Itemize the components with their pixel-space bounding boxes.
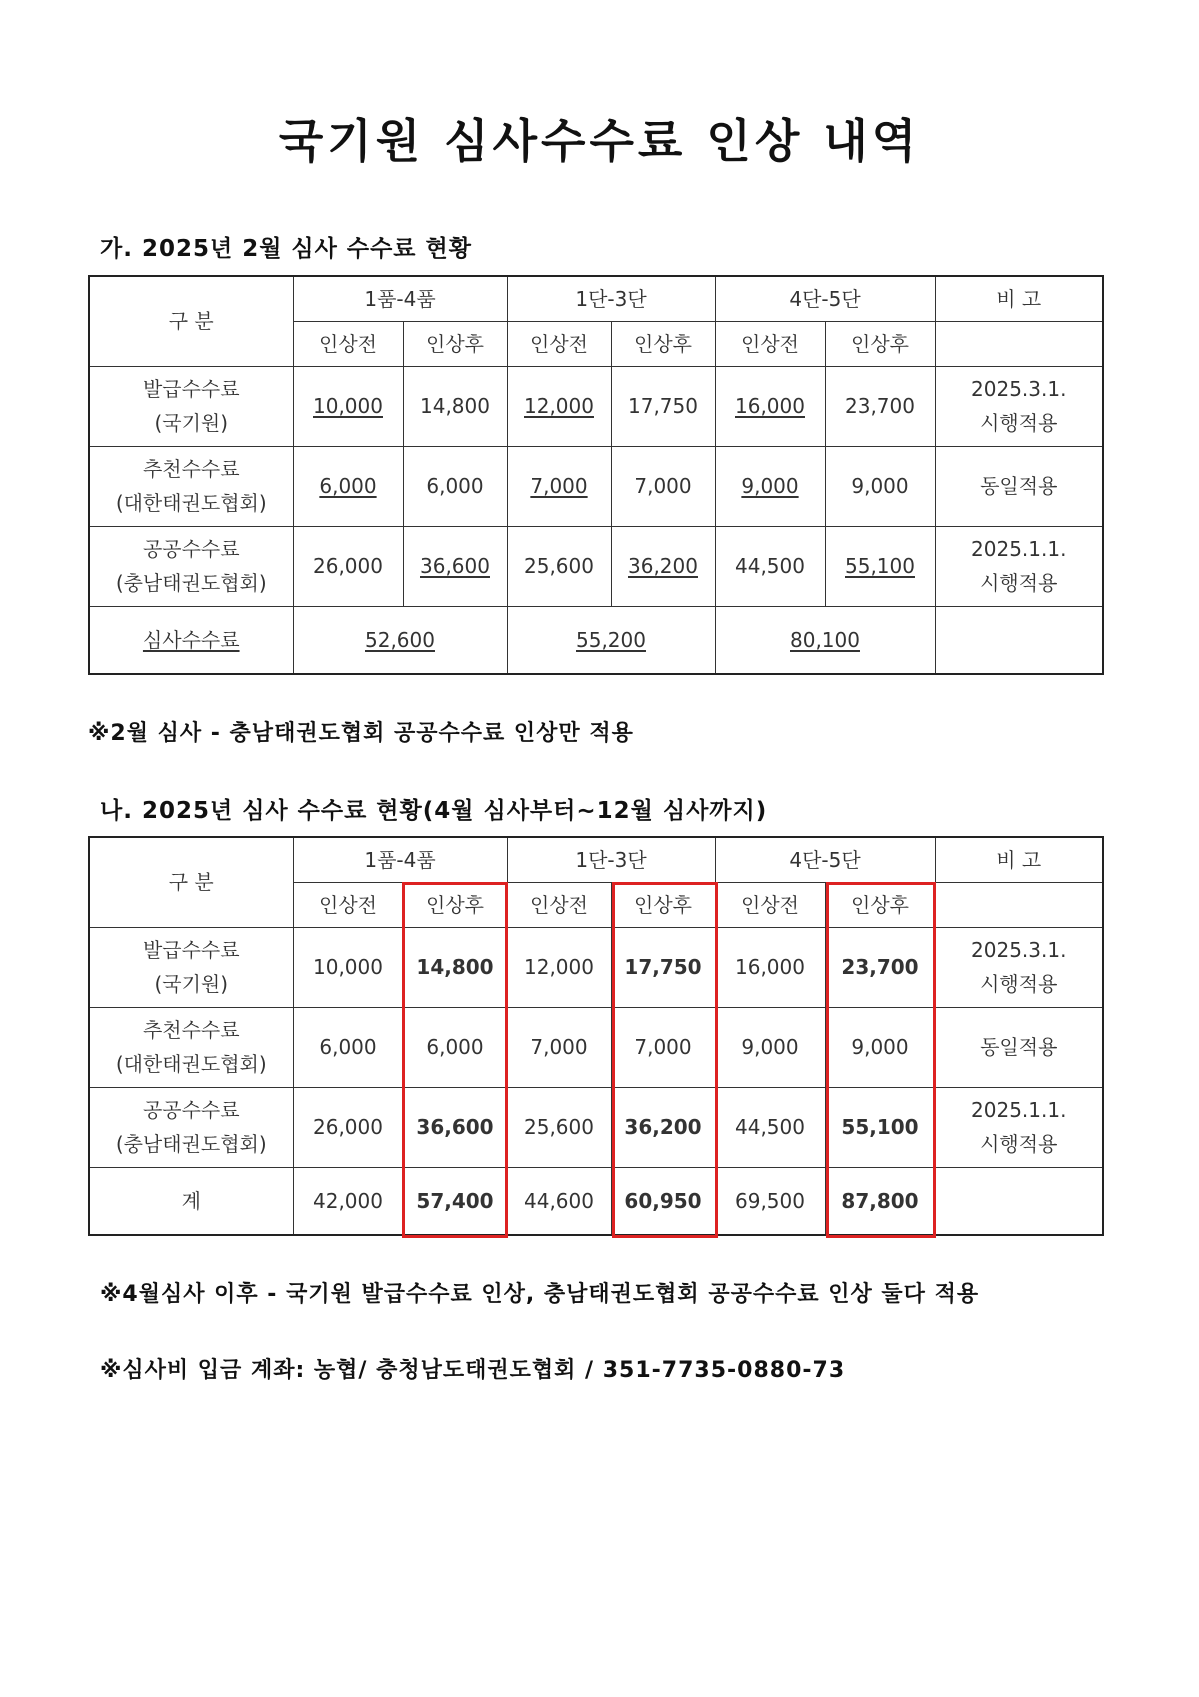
sub-header-after: 인상후 xyxy=(825,321,935,366)
fee-cell: 9,000 xyxy=(825,446,935,526)
table-row xyxy=(89,1007,1103,1087)
table-row xyxy=(89,927,1103,1007)
page-title: 국기원 심사수수료 인상 내역 xyxy=(278,114,921,168)
sub-header-before: 인상전 xyxy=(507,882,611,927)
february-note: ※2월 심사 - 충남태권도협회 공공수수료 인상만 적용 xyxy=(88,721,634,746)
sub-header-before: 인상전 xyxy=(715,321,825,366)
account-note: ※심사비 입금 계좌: 농협/ 충청남도태권도협회 / 351-7735-0880-73 xyxy=(100,1358,846,1383)
fee-table-february xyxy=(88,275,1104,675)
group-header: 1품-4품 xyxy=(293,276,507,321)
section-a-heading: 가. 2025년 2월 심사 수수료 현황 xyxy=(100,236,472,262)
fee-cell: 36,200 xyxy=(611,1087,715,1167)
remark-empty xyxy=(935,1167,1103,1235)
sub-header-after: 인상후 xyxy=(825,882,935,927)
fee-cell: 17,750 xyxy=(611,366,715,446)
sub-header-after: 인상후 xyxy=(611,882,715,927)
fee-cell: 23,700 xyxy=(825,927,935,1007)
row-label: 추천수수료 (대한태권도협회) xyxy=(89,1007,293,1087)
fee-cell: 16,000 xyxy=(715,366,825,446)
total-cell: 80,100 xyxy=(715,606,935,674)
fee-cell: 12,000 xyxy=(507,366,611,446)
table-row xyxy=(89,526,1103,606)
sub-header-after: 인상후 xyxy=(611,321,715,366)
fee-cell: 36,200 xyxy=(611,526,715,606)
sub-header-before: 인상전 xyxy=(507,321,611,366)
fee-cell: 10,000 xyxy=(293,927,403,1007)
group-header: 4단-5단 xyxy=(715,276,935,321)
total-cell: 57,400 xyxy=(403,1167,507,1235)
group-header: 1단-3단 xyxy=(507,276,715,321)
sub-header-before: 인상전 xyxy=(293,882,403,927)
row-label: 추천수수료 (대한태권도협회) xyxy=(89,446,293,526)
remark-cell: 동일적용 xyxy=(935,446,1103,526)
table-row xyxy=(89,1087,1103,1167)
remark-cell: 2025.1.1. 시행적용 xyxy=(935,526,1103,606)
table-row xyxy=(89,446,1103,526)
total-row xyxy=(89,606,1103,674)
row-label: 발급수수료 (국기원) xyxy=(89,927,293,1007)
total-cell: 55,200 xyxy=(507,606,715,674)
fee-cell: 6,000 xyxy=(293,1007,403,1087)
remark-header: 비 고 xyxy=(935,276,1103,321)
sub-header-after: 인상후 xyxy=(403,321,507,366)
group-header: 4단-5단 xyxy=(715,837,935,882)
remark-cell: 2025.3.1. 시행적용 xyxy=(935,366,1103,446)
total-row xyxy=(89,1167,1103,1235)
fee-cell: 7,000 xyxy=(507,1007,611,1087)
fee-cell: 9,000 xyxy=(825,1007,935,1087)
april-note: ※4월심사 이후 - 국기원 발급수수료 인상, 충남태권도협회 공공수수료 인상 둘다 적용 xyxy=(100,1282,980,1307)
remark-header: 비 고 xyxy=(935,837,1103,882)
total-cell: 87,800 xyxy=(825,1167,935,1235)
fee-cell: 9,000 xyxy=(715,1007,825,1087)
fee-cell: 55,100 xyxy=(825,526,935,606)
remark-cell: 2025.1.1. 시행적용 xyxy=(935,1087,1103,1167)
table-row xyxy=(89,366,1103,446)
sub-header-before: 인상전 xyxy=(715,882,825,927)
fee-cell: 10,000 xyxy=(293,366,403,446)
fee-cell: 6,000 xyxy=(293,446,403,526)
total-label: 심사수수료 xyxy=(89,606,293,674)
group-header: 1품-4품 xyxy=(293,837,507,882)
fee-cell: 9,000 xyxy=(715,446,825,526)
fee-cell: 7,000 xyxy=(611,446,715,526)
remark-cell: 동일적용 xyxy=(935,1007,1103,1087)
sub-header-after: 인상후 xyxy=(403,882,507,927)
total-label: 계 xyxy=(89,1167,293,1235)
row-label: 발급수수료 (국기원) xyxy=(89,366,293,446)
fee-cell: 14,800 xyxy=(403,366,507,446)
fee-cell: 17,750 xyxy=(611,927,715,1007)
fee-cell: 6,000 xyxy=(403,1007,507,1087)
remark-empty xyxy=(935,882,1103,927)
group-header: 1단-3단 xyxy=(507,837,715,882)
sub-header-before: 인상전 xyxy=(293,321,403,366)
fee-cell: 7,000 xyxy=(507,446,611,526)
fee-cell: 26,000 xyxy=(293,526,403,606)
fee-cell: 44,500 xyxy=(715,1087,825,1167)
fee-cell: 36,600 xyxy=(403,526,507,606)
fee-cell: 16,000 xyxy=(715,927,825,1007)
category-header: 구 분 xyxy=(89,837,293,927)
fee-cell: 44,500 xyxy=(715,526,825,606)
fee-cell: 36,600 xyxy=(403,1087,507,1167)
fee-cell: 23,700 xyxy=(825,366,935,446)
category-header: 구 분 xyxy=(89,276,293,366)
total-cell: 69,500 xyxy=(715,1167,825,1235)
remark-empty xyxy=(935,321,1103,366)
fee-cell: 6,000 xyxy=(403,446,507,526)
remark-empty xyxy=(935,606,1103,674)
row-label: 공공수수료 (충남태권도협회) xyxy=(89,1087,293,1167)
fee-cell: 12,000 xyxy=(507,927,611,1007)
section-b-heading: 나. 2025년 심사 수수료 현황(4월 심사부터~12월 심사까지) xyxy=(100,798,768,824)
remark-cell: 2025.3.1. 시행적용 xyxy=(935,927,1103,1007)
fee-cell: 26,000 xyxy=(293,1087,403,1167)
fee-cell: 55,100 xyxy=(825,1087,935,1167)
total-cell: 42,000 xyxy=(293,1167,403,1235)
fee-cell: 25,600 xyxy=(507,1087,611,1167)
fee-cell: 25,600 xyxy=(507,526,611,606)
fee-cell: 14,800 xyxy=(403,927,507,1007)
total-cell: 44,600 xyxy=(507,1167,611,1235)
row-label: 공공수수료 (충남태권도협회) xyxy=(89,526,293,606)
fee-cell: 7,000 xyxy=(611,1007,715,1087)
total-cell: 60,950 xyxy=(611,1167,715,1235)
total-cell: 52,600 xyxy=(293,606,507,674)
fee-table-april-december xyxy=(88,836,1104,1236)
